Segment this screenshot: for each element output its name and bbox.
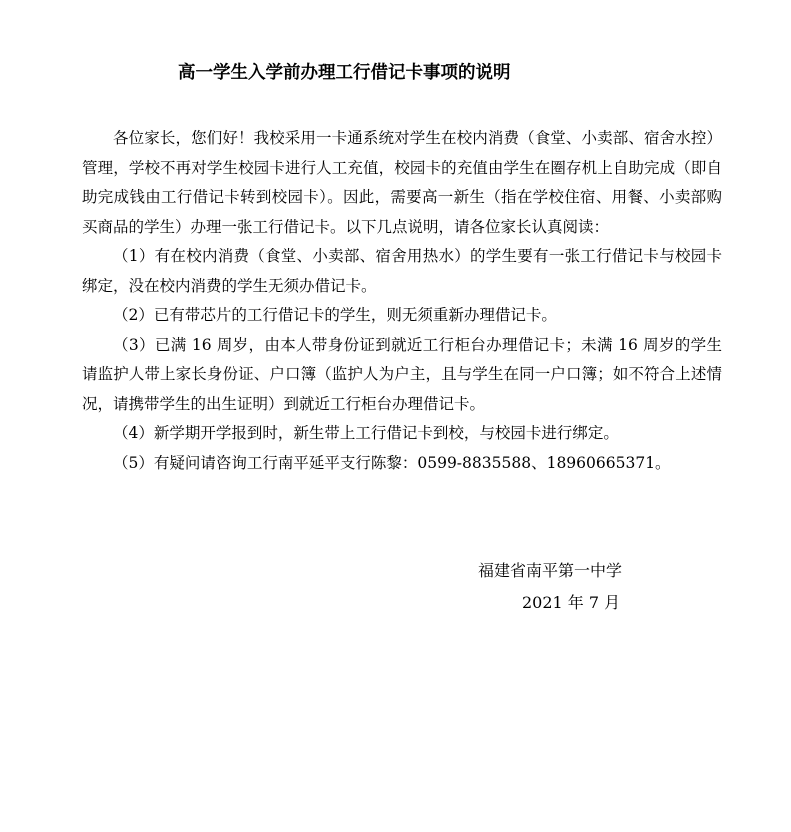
item-2-paragraph: （2）已有带芯片的工行借记卡的学生，则无须重新办理借记卡。 [113,306,557,324]
signature-organization: 福建省南平第一中学 [478,561,623,580]
item-5-paragraph: （5）有疑问请咨询工行南平延平支行陈黎：0599-8835588、18960665371。 [113,453,671,472]
signature-date: 2021 年 7 月 [522,593,621,612]
item-1-paragraph: （1）有在校内消费（食堂、小卖部、宿舍用热水）的学生要有一张工行借记卡与校园卡绑定，没在校内消费的学生无须办借记卡。 [82,247,722,295]
document-body [82,124,722,478]
intro-paragraph: 各位家长，您们好！我校采用一卡通系统对学生在校内消费（食堂、小卖部、宿舍水控）管理，学校不再对学生校园卡进行人工充值，校园卡的充值由学生在圈存机上自助完成（即自助完成钱由工行借记卡转到校园卡）。因此，需要高一新生（指在学校住宿、用餐、小卖部购买商品的学生）办理一张工行借记卡。以下几点说明，请各位家长认真阅读： [82,129,722,236]
item-4-paragraph: （4）新学期开学报到时，新生带上工行借记卡到校，与校园卡进行绑定。 [113,424,619,442]
document-title: 高一学生入学前办理工行借记卡事项的说明 [178,63,511,83]
item-3-paragraph: （3）已满 16 周岁，由本人带身份证到就近工行柜台办理借记卡；未满 16 周岁的学生请监护人带上家长身份证、户口簿（监护人为户主，且与学生在同一户口簿；如不符合上述情况，请携带学生的出生证明）到就近工行柜台办理借记卡。 [82,335,722,413]
